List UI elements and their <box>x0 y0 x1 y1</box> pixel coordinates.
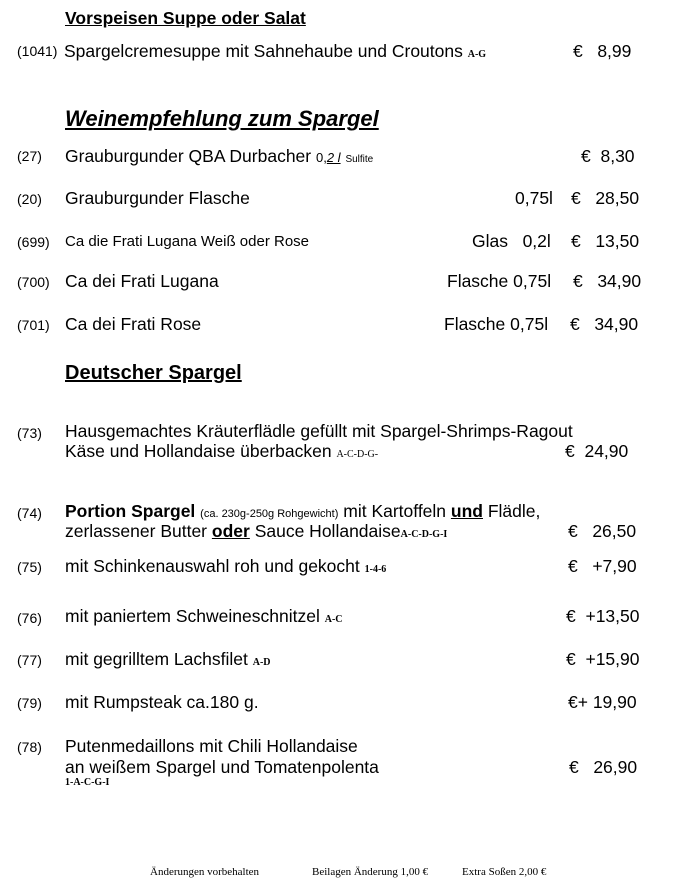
item-name: mit Rumpsteak ca.180 g. <box>65 692 259 712</box>
item-name-line2: zerlassener Butter oder Sauce HollandaiseA-C-D-G-I <box>65 521 448 541</box>
item-name: Grauburgunder QBA Durbacher 0,2 l Sulfite <box>65 146 374 166</box>
section-title-asparagus: Deutscher Spargel <box>65 362 242 384</box>
item-price: € 26,90 <box>569 757 638 777</box>
item-price: € +13,50 <box>566 606 640 626</box>
item-size: Glas 0,2l <box>472 231 551 251</box>
item-code: (73) <box>17 425 42 441</box>
item-name: mit gegrilltem Lachsfilet A-D <box>65 649 271 669</box>
item-size: 0,75l <box>515 188 553 208</box>
item-price: € +15,90 <box>566 649 640 669</box>
item-name: Spargelcremesuppe mit Sahnehaube und Croutons A-G <box>64 41 487 61</box>
item-size: Flasche 0,75l <box>444 314 549 334</box>
item-name: Grauburgunder Flasche <box>65 188 250 208</box>
item-price: € 8,99 <box>573 41 632 61</box>
footer-note-sides: Beilagen Änderung 1,00 € <box>312 866 429 878</box>
section-title-starter: Vorspeisen Suppe oder Salat <box>65 8 306 28</box>
item-code: (77) <box>17 652 42 668</box>
item-name-line2: an weißem Spargel und Tomatenpolenta <box>65 757 379 777</box>
item-name-line1: Putenmedaillons mit Chili Hollandaise <box>65 736 358 756</box>
item-code: (74) <box>17 505 42 521</box>
item-price: € 28,50 <box>571 188 640 208</box>
item-code: (27) <box>17 148 42 164</box>
footer-note-changes: Änderungen vorbehalten <box>150 866 260 878</box>
item-name-line2: Käse und Hollandaise überbacken A-C-D-G- <box>65 441 379 461</box>
item-price: € 26,50 <box>568 521 637 541</box>
item-name: Ca die Frati Lugana Weiß oder Rose <box>65 233 310 250</box>
item-price: € 24,90 <box>565 441 629 461</box>
item-price: € 8,30 <box>581 146 635 166</box>
section-title-wine: Weinempfehlung zum Spargel <box>65 106 379 131</box>
item-name: Ca dei Frati Rose <box>65 314 202 334</box>
item-code: (20) <box>17 191 42 207</box>
item-price: € 13,50 <box>571 231 640 251</box>
item-name: mit Schinkenauswahl roh und gekocht 1-4-6 <box>65 556 387 576</box>
item-code: (75) <box>17 559 42 575</box>
item-price: € 34,90 <box>570 314 639 334</box>
item-price: €+ 19,90 <box>568 692 637 712</box>
item-code: (76) <box>17 610 42 626</box>
item-allergens: 1-A-C-G-I <box>65 777 110 788</box>
item-name-line1: Hausgemachtes Kräuterflädle gefüllt mit Spargel-Shrimps-Ragout <box>65 421 573 441</box>
footer-note-sauces: Extra Soßen 2,00 € <box>462 866 547 878</box>
item-price: € 34,90 <box>573 271 642 291</box>
item-code: (699) <box>17 234 50 250</box>
item-code: (700) <box>17 274 50 290</box>
item-name: mit paniertem Schweineschnitzel A-C <box>65 606 343 626</box>
item-code: (1041) <box>17 43 58 59</box>
item-name-line1: Portion Spargel (ca. 230g-250g Rohgewicht) mit Kartoffeln und Flädle, <box>65 501 541 521</box>
item-price: € +7,90 <box>568 556 637 576</box>
item-name: Ca dei Frati Lugana <box>65 271 219 291</box>
item-code: (79) <box>17 695 42 711</box>
item-code: (78) <box>17 739 42 755</box>
item-code: (701) <box>17 317 50 333</box>
item-size: Flasche 0,75l <box>447 271 552 291</box>
